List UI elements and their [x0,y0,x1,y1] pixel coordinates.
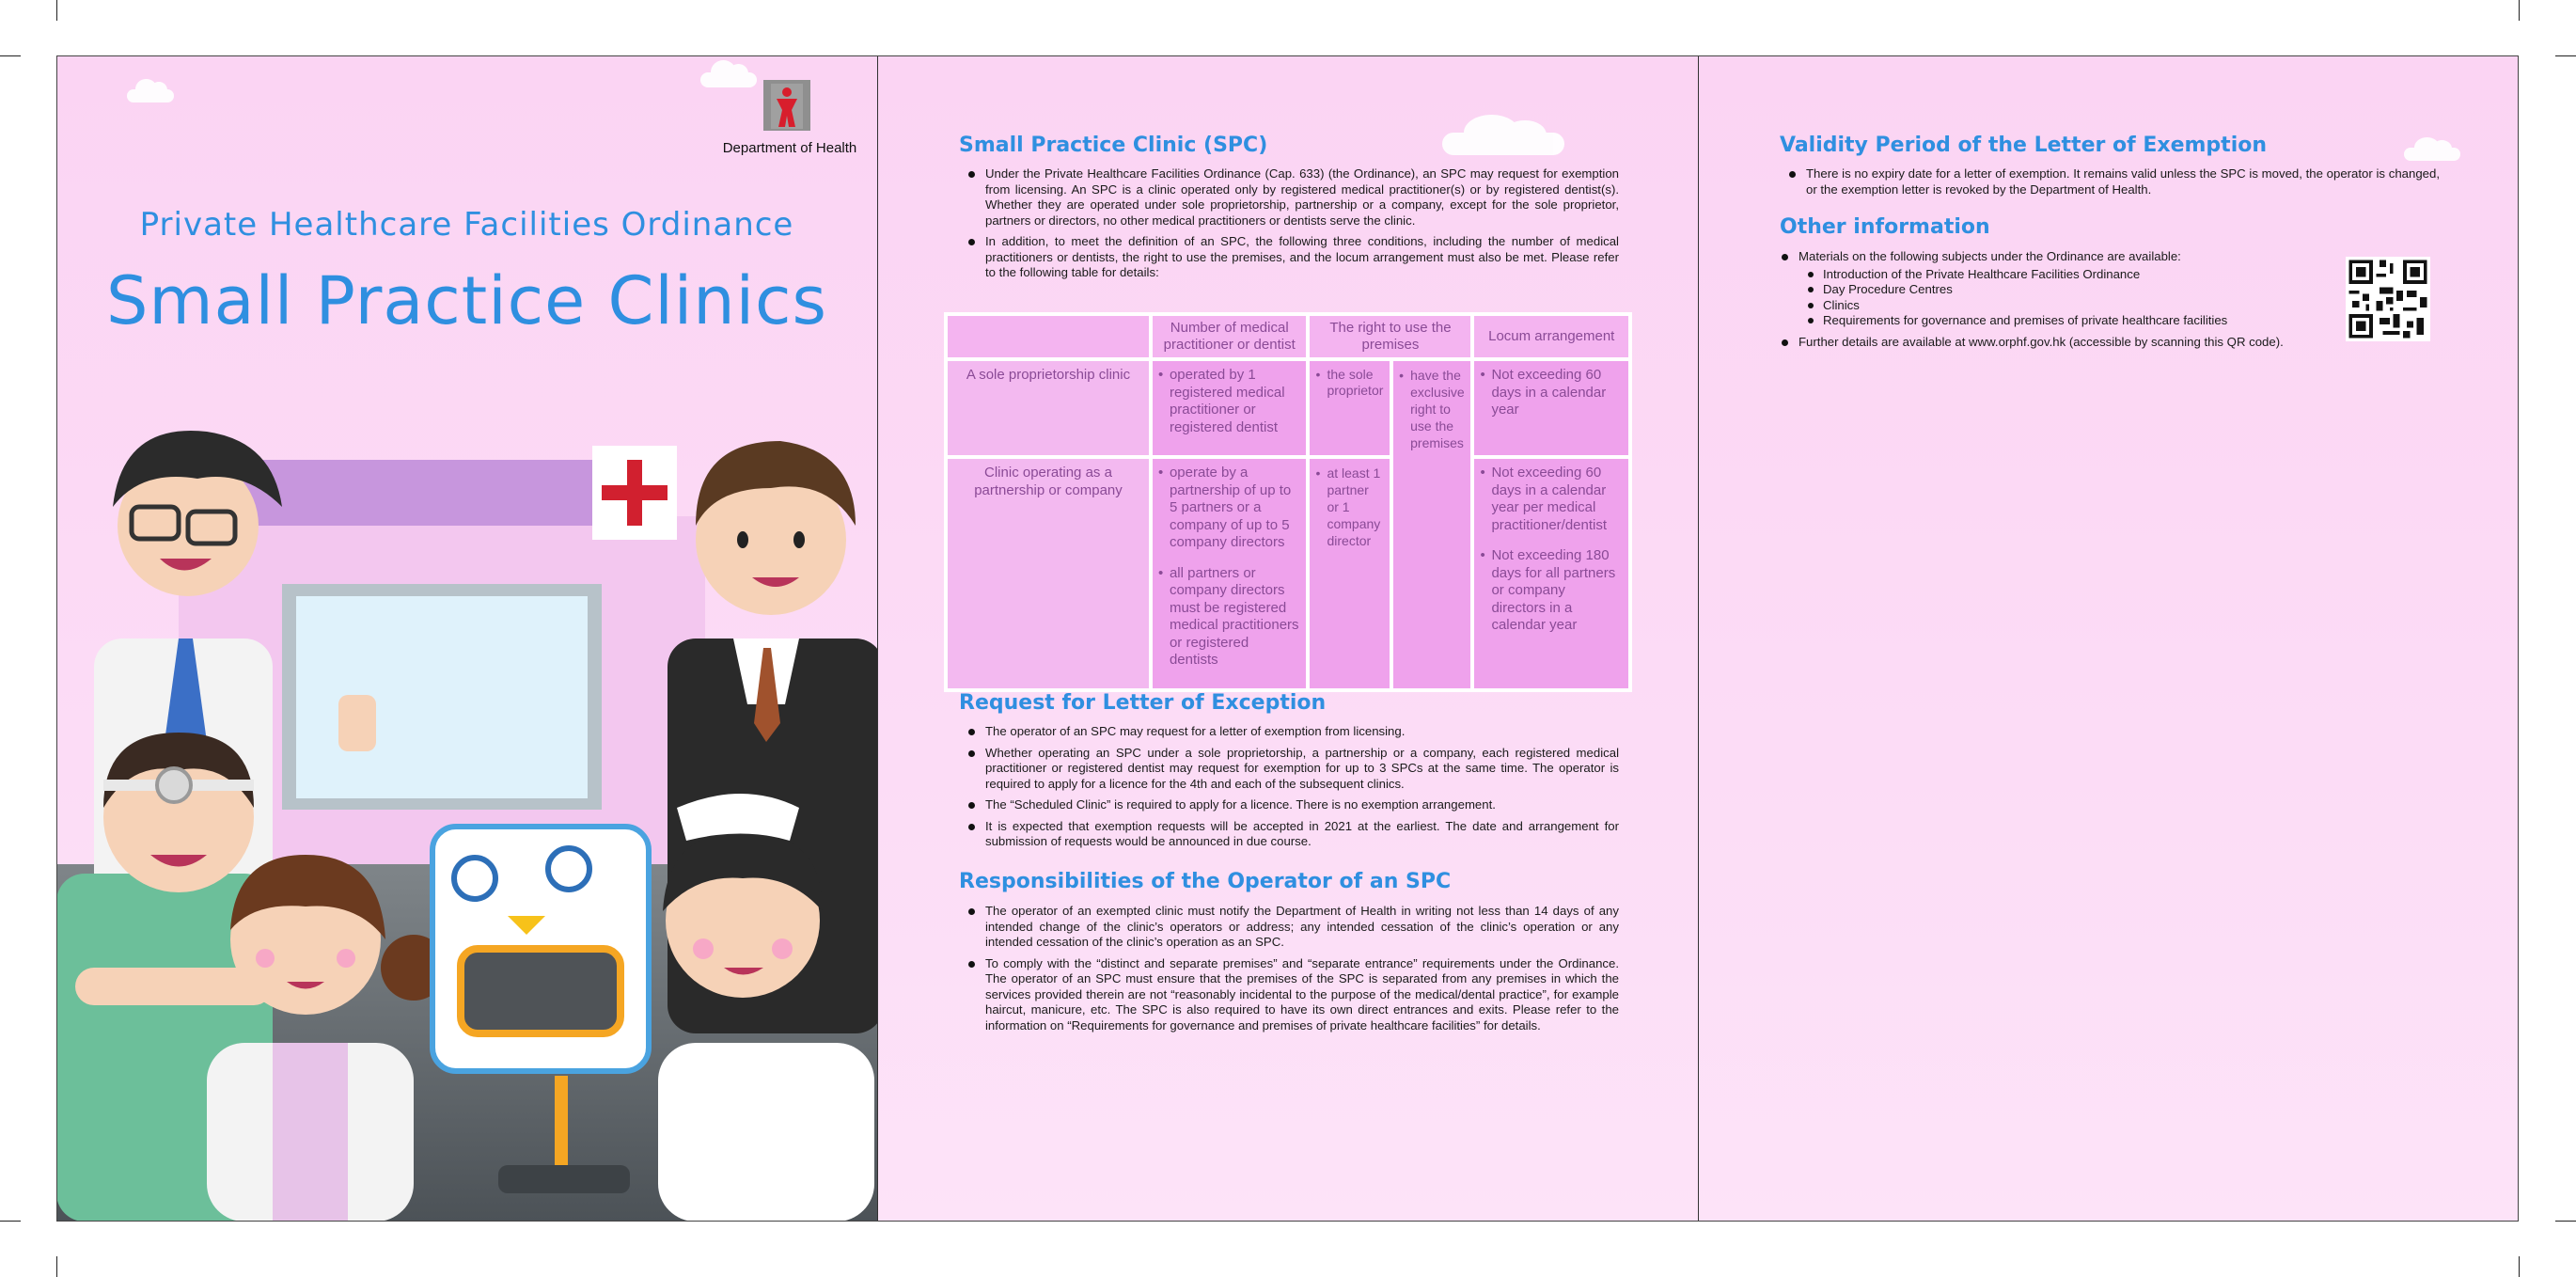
subject-item: Clinics [1798,298,2338,314]
request-bullet: The “Scheduled Clinic” is required to apply for a licence. There is no exemption arrangement. [961,797,1619,813]
validity-bullets [1782,166,2440,203]
spc-bullets [961,166,1619,287]
cell-bullet: • the sole proprietor [1315,367,1384,399]
table-header: The right to use the premises [1310,316,1470,357]
qr-code[interactable] [2346,257,2430,341]
cloud [1442,133,1564,155]
validity-bullet: There is no expiry date for a letter of exemption. It remains valid unless the SPC is moved, the operator is changed, or the exemption letter is revoked by the Department of Health. [1782,166,2440,197]
cell-bullet: • operated by 1 registered medical practitioner or registered dentist [1158,367,1301,436]
cover-subtitle: Private Healthcare Facilities Ordinance [139,206,794,244]
cover-illustration [56,366,877,1222]
responsibilities-bullets [961,904,1619,1039]
cloud [700,72,757,87]
cell-bullet: • operate by a partnership of up to 5 partners or a company of up to 5 company directors [1158,465,1301,552]
cover-title: Small Practice Clinics [105,262,828,339]
spc-conditions-table [944,312,1632,692]
table-cell [1153,361,1307,455]
other-info-intro [1774,249,2338,329]
department-logo [763,80,810,131]
cover-panel [56,55,877,1222]
subject-item: Introduction of the Private Healthcare Facilities Ordinance [1798,267,2338,283]
table-cell [1393,361,1470,688]
table-cell [1310,361,1390,455]
responsibilities-heading: Responsibilities of the Operator of an SPC [959,870,1452,893]
spc-bullet: In addition, to meet the definition of an SPC, the following three conditions, including the number of medical practitioners or dentists, the right to use the premises, and the locum arrangement must also be met. Please refer to the following table for details: [961,234,1619,281]
table-cell [1310,459,1390,688]
table-row [948,459,1628,688]
table-cell [1474,361,1628,455]
cell-bullet: • at least 1 partner or 1 company director [1315,465,1384,549]
table-row [948,361,1628,455]
request-bullet: Whether operating an SPC under a sole proprietorship, a partnership or a company, each registered medical practitioner or registered dentist may request for exemption for up to 3 SPCs at the same time. The operator is required to apply for a licence for the 4th and each of the subsequent clinics. [961,746,1619,793]
request-bullet: The operator of an SPC may request for a letter of exemption from licensing. [961,724,1619,740]
cell-bullet: • Not exceeding 60 days in a calendar year [1480,367,1623,419]
spc-heading: Small Practice Clinic (SPC) [959,134,1268,157]
fold-line [1698,55,1699,1222]
row-label: Clinic operating as a partnership or company [948,459,1149,688]
request-heading: Request for Letter of Exception [959,691,1327,715]
spc-bullet: Under the Private Healthcare Facilities Ordinance (Cap. 633) (the Ordinance), an SPC may request for exemption from licensing. An SPC is a clinic operated only by registered medical practitioner(s) or by registered dentist(s). Whether they are operated under sole proprietorship, partnership or a company, except for the sole proprietor, partners or directors, no other medical practitioners or dentists serve the clinic. [961,166,1619,229]
request-bullet: It is expected that exemption requests will be accepted in 2021 at the earliest. The date and arrangement for submission of requests would be announced in due course. [961,819,1619,850]
subject-item: Day Procedure Centres [1798,282,2338,298]
cell-bullet: • have the exclusive right to use the premises [1399,367,1465,451]
table-header [948,316,1149,357]
table-header-row [948,316,1628,357]
responsibility-bullet: The operator of an exempted clinic must notify the Department of Health in writing not less than 14 days of any intended change of the clinic’s operators or address; any intended cessation of the clinic’s operation or any intended cessation of the clinic’s operation as an SPC. [961,904,1619,951]
table-cell [1153,459,1307,688]
department-name: Department of Health [722,140,857,156]
further-details: Further details are available at www.orphf.gov.hk (accessible by scanning this QR code). [1774,335,2338,351]
cell-bullet: • Not exceeding 60 days in a calendar year per medical practitioner/dentist [1480,465,1623,534]
table-cell [1474,459,1628,688]
cloud [2404,148,2460,161]
inner-panel-middle [878,55,1698,1222]
request-bullets [961,724,1619,856]
responsibility-bullet: To comply with the “distinct and separate premises” and “separate entrance” requirements under the Ordinance. The operator of an SPC must ensure that the premises of the SPC is separated from any premises in which the services provided therein are not “reasonably incidental to the purpose of the medical/dental practice”, for example haircut, manicure, etc. The SPC is also required to have its own direct entrances and exits. Please refer to the information on “Requirements for governance and premises of private healthcare facilities” for details. [961,956,1619,1034]
subject-item: Requirements for governance and premises of private healthcare facilities [1798,313,2338,329]
table-header: Number of medical practitioner or dentist [1153,316,1307,357]
validity-heading: Validity Period of the Letter of Exemption [1780,134,2268,157]
row-label: A sole proprietorship clinic [948,361,1149,455]
cell-bullet: • Not exceeding 180 days for all partners or company directors in a calendar year [1480,547,1623,635]
subject-list [1798,267,2338,329]
inner-panel-right [1699,55,2519,1222]
fold-line [877,55,878,1222]
other-info-bullets [1774,249,2338,355]
cell-bullet: • all partners or company directors must be registered medical practitioners or registered dentists [1158,565,1301,670]
table-header: Locum arrangement [1474,316,1628,357]
other-info-intro-text: Materials on the following subjects under the Ordinance are available: [1798,249,2181,263]
cloud [127,89,174,102]
other-info-heading: Other information [1780,215,1990,239]
